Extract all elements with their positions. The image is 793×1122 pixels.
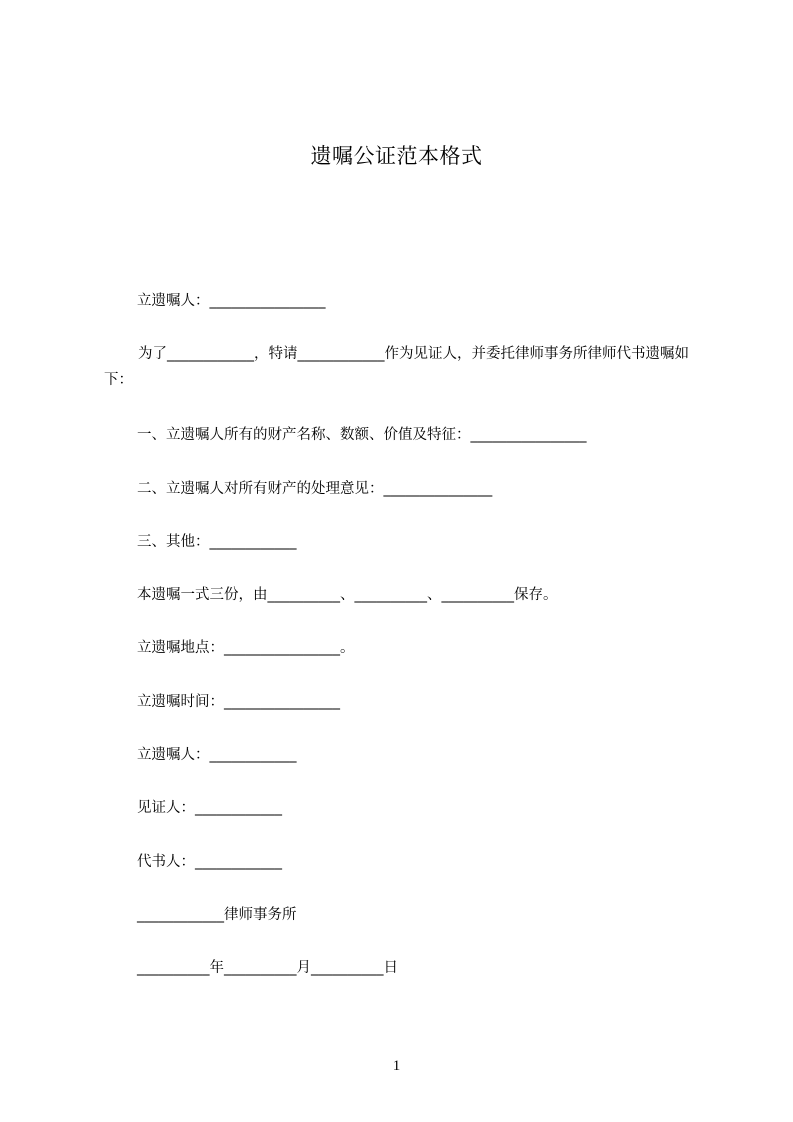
page-number: 1 xyxy=(392,1058,401,1074)
witness-line: 见证人：____________ xyxy=(137,800,282,816)
intro-paragraph: 为了____________，特请____________作为见证人，并委托律师事务所律师代书遗嘱如下： xyxy=(104,346,689,388)
place-line: 立遗嘱地点：________________。 xyxy=(137,640,355,656)
time-line: 立遗嘱时间：________________ xyxy=(137,694,340,710)
document-title: 遗嘱公证范本格式 xyxy=(310,144,483,168)
testator-line: 立遗嘱人：________________ xyxy=(137,293,326,309)
date-line: __________年__________月__________日 xyxy=(137,960,398,976)
law-firm-line: ____________律师事务所 xyxy=(137,907,297,923)
copies-line: 本遗嘱一式三份，由__________、__________、__________保存。 xyxy=(137,587,558,603)
item-other-line: 三、其他：____________ xyxy=(137,534,297,550)
scribe-line: 代书人：____________ xyxy=(137,854,282,870)
item-property-line: 一、立遗嘱人所有的财产名称、数额、价值及特征：________________ xyxy=(137,427,587,443)
testator-signature-line: 立遗嘱人：____________ xyxy=(137,747,297,763)
item-disposition-line: 二、立遗嘱人对所有财产的处理意见：_______________ xyxy=(137,481,493,497)
